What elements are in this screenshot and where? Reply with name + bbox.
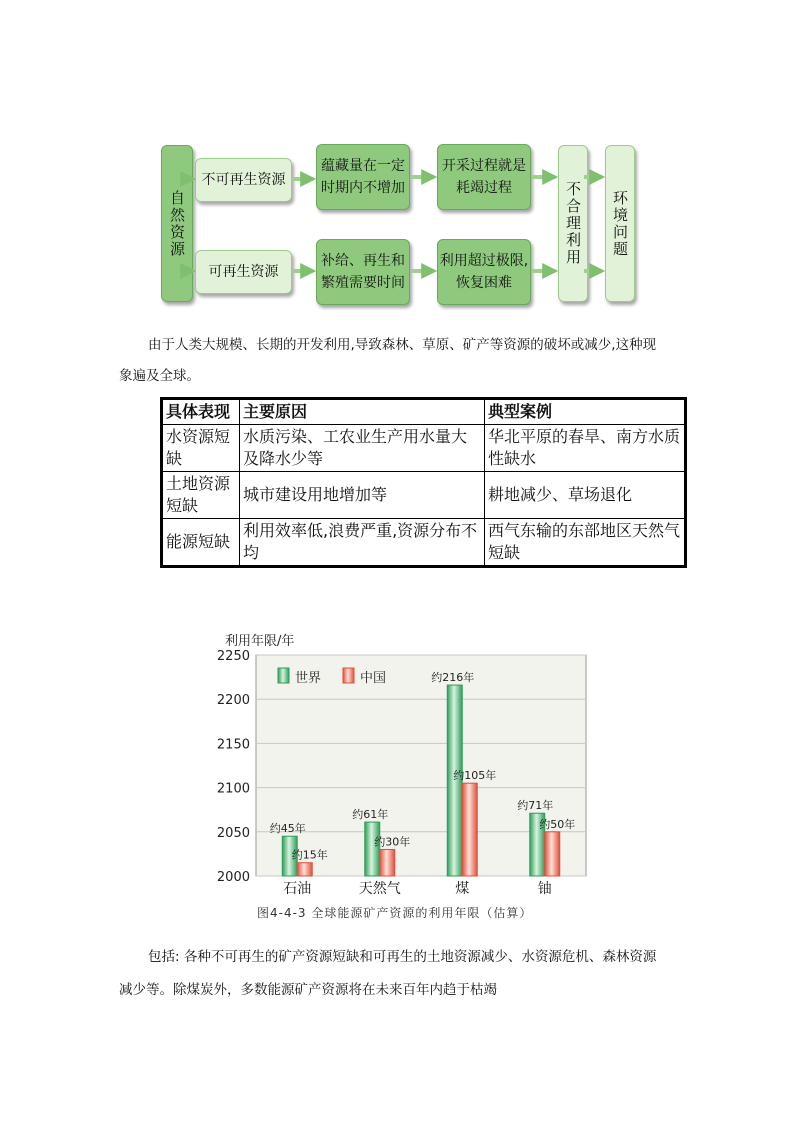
flow-arrows xyxy=(0,0,794,320)
table-cell: 华北平原的春旱、南方水质性缺水 xyxy=(485,425,686,472)
x-tick-labels xyxy=(283,880,552,897)
data-label: 约50年 xyxy=(539,817,576,831)
y-tick-label: 2200 xyxy=(216,693,250,709)
nonrenewable-box: 不可再生资源 xyxy=(195,158,292,202)
table-header-row xyxy=(162,399,686,425)
table-row xyxy=(162,519,686,567)
table-header-cell: 具体表现 xyxy=(162,399,240,425)
table-cell: 水资源短缺 xyxy=(162,425,240,472)
table-header-cell: 典型案例 xyxy=(485,399,686,425)
chart-caption: 图4-4-3 全球能源矿产资源的利用年限（估算） xyxy=(257,906,533,920)
table-header-cell: 主要原因 xyxy=(240,399,485,425)
resource-shortage-table xyxy=(160,397,687,568)
data-label: 约15年 xyxy=(291,848,328,862)
renewable-box: 可再生资源 xyxy=(195,250,292,294)
table-row xyxy=(162,472,686,519)
table-cell: 水质污染、工农业生产用水量大及降水少等 xyxy=(240,425,485,472)
bar-china xyxy=(380,849,395,876)
data-label: 约61年 xyxy=(352,808,389,822)
table-cell: 耕地减少、草场退化 xyxy=(485,472,686,519)
y-tick-label: 2100 xyxy=(216,781,250,797)
table-row xyxy=(162,425,686,472)
table-cell: 西气东输的东部地区天然气短缺 xyxy=(485,519,686,567)
environment-problem-box: 环境问题 xyxy=(605,145,635,302)
table-cell: 土地资源短缺 xyxy=(162,472,240,519)
data-label: 约105年 xyxy=(453,769,497,783)
data-label: 约30年 xyxy=(374,835,411,849)
bar-world xyxy=(365,822,380,876)
renewable-property-box: 补给、再生和 繁殖需要时间 xyxy=(316,239,410,305)
legend-swatch xyxy=(278,668,289,683)
data-label: 约71年 xyxy=(517,799,554,813)
x-tick-label: 铀 xyxy=(537,881,552,897)
paragraph-summary-line1: 包括: 各种不可再生的矿产资源短缺和可再生的土地资源减少、水资源危机、森林资源 xyxy=(148,949,657,965)
paragraph-summary-line2: 减少等。除煤炭外，多数能源矿产资源将在未来百年内趋于枯竭 xyxy=(119,982,497,998)
x-tick-label: 煤 xyxy=(455,881,470,897)
data-label: 约45年 xyxy=(269,822,306,836)
table-cell: 城市建设用地增加等 xyxy=(240,472,485,519)
bar-china xyxy=(297,863,312,876)
table-cell: 利用效率低,浪费严重,资源分布不均 xyxy=(240,519,485,567)
y-tick-label: 2150 xyxy=(216,737,250,753)
paragraph-intro-line2: 象遍及全球。 xyxy=(119,368,200,384)
legend-label: 世界 xyxy=(295,671,322,686)
table-cell: 能源短缺 xyxy=(162,519,240,567)
renewable-result-box: 利用超过极限, 恢复困难 xyxy=(437,239,531,305)
mineral-resource-chart xyxy=(0,625,794,925)
legend-swatch xyxy=(343,668,354,683)
data-label: 约216年 xyxy=(431,671,475,685)
legend-label: 中国 xyxy=(360,671,387,686)
bar-china xyxy=(545,832,560,876)
natural-resources-box: 自然资源 xyxy=(161,145,193,302)
paragraph-intro-line1: 由于人类大规模、长期的开发利用,导致森林、草原、矿产等资源的破坏或减少,这种现 xyxy=(148,337,657,353)
unreasonable-use-box: 不合理利用 xyxy=(558,145,588,302)
x-tick-label: 石油 xyxy=(283,881,312,897)
y-tick-labels xyxy=(217,649,250,885)
x-tick-label: 天然气 xyxy=(358,881,401,897)
y-tick-label: 2050 xyxy=(216,825,250,841)
y-axis-label: 利用年限/年 xyxy=(225,634,295,649)
y-tick-label: 2000 xyxy=(216,870,250,885)
nonrenewable-property-box: 蕴藏量在一定 时期内不增加 xyxy=(316,144,410,210)
nonrenewable-result-box: 开采过程就是 耗竭过程 xyxy=(437,144,531,210)
bar-china xyxy=(462,783,477,876)
y-tick-label: 2250 xyxy=(216,649,250,664)
